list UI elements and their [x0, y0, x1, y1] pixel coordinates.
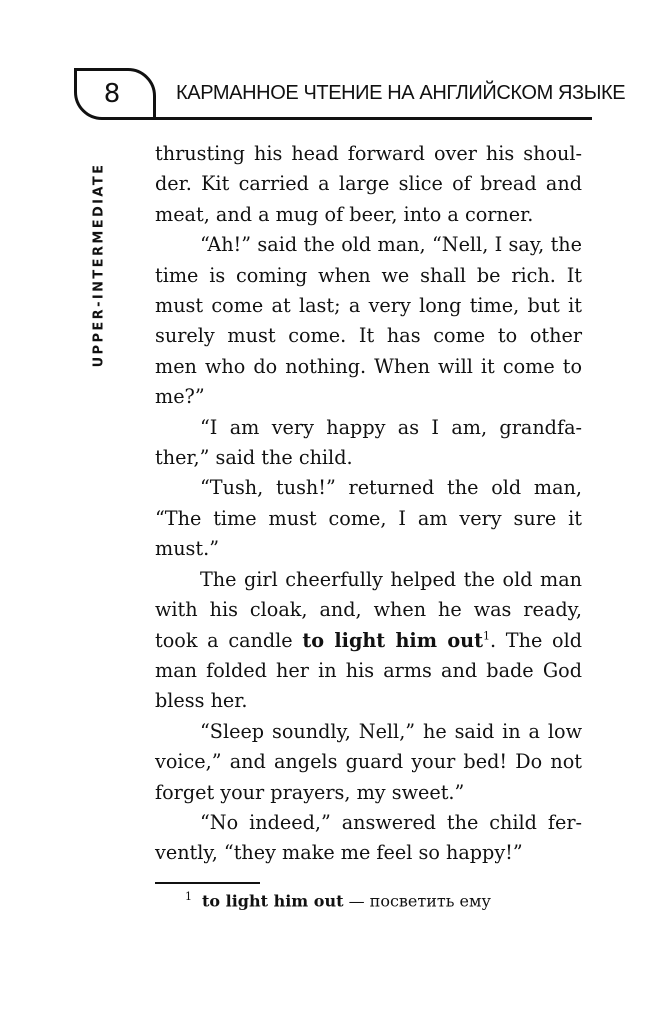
paragraph-7: “No indeed,” answered the child fervently, “they make me feel so happy!”: [155, 810, 582, 865]
paragraph-3: “I am very happy as I am, grandfather,” said the child.: [155, 415, 582, 470]
paragraph-4: “Tush, tush!” returned the old man, “The time must come, I am very sure it must.”: [155, 476, 582, 561]
running-title: КАРМАННОЕ ЧТЕНИЕ НА АНГЛИЙСКОМ ЯЗЫКЕ: [176, 82, 626, 104]
paragraph-2: “Ah!” said the old man, “Nell, I say, the time is coming when we shall be rich. It must come at last; a very long time, but it surely must come. It has come to other men who do nothing. When will it come to me?”: [155, 233, 582, 409]
level-label-text: UPPER-INTERMEDIATE: [91, 162, 107, 368]
paragraph-6: “Sleep soundly, Nell,” he said in a low voice,” and angels guard your bed! Do not forget your prayers, my sweet.”: [155, 719, 582, 804]
footnote: [185, 890, 491, 910]
footnote-mark: 1: [185, 890, 192, 903]
main-text: [155, 139, 582, 869]
footnote-reference: 1: [482, 629, 490, 643]
page-number-tab: [74, 68, 156, 120]
glossed-term: to light him out: [302, 628, 483, 652]
footnote-translation: посветить ему: [369, 891, 491, 911]
paragraph-5-text-before: The girl cheerfully helped the old man with his cloak, and, when he was ready, took a candle: [155, 567, 582, 652]
header-rule: [154, 117, 592, 120]
level-side-label: [88, 150, 110, 380]
paragraph-1: thrusting his head forward over his shoulder. Kit carried a large slice of bread and meat, and a mug of beer, into a corner.: [155, 142, 582, 226]
footnote-separator: [155, 882, 260, 884]
footnote-dash: —: [343, 891, 370, 911]
paragraph-5-text-after: . The old man folded her in his arms and bade God bless her.: [155, 628, 582, 713]
page-number: 8: [103, 79, 121, 109]
paragraph-5: [155, 565, 582, 717]
footnote-term: to light him out: [202, 891, 344, 911]
